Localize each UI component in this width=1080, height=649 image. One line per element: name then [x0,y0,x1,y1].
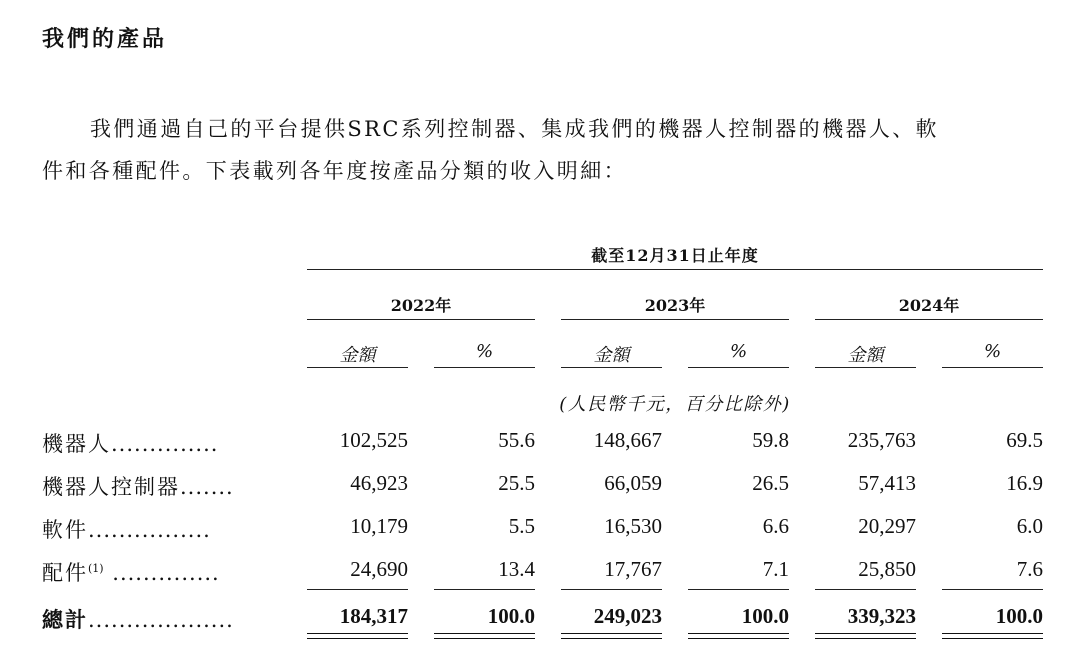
cell-2024-percent: 6.0 [1016,514,1043,538]
cell-2023-amount: 148,667 [593,428,662,452]
cell-2024-amount: 20,297 [858,514,916,538]
total-2022-amount: 184,317 [339,604,408,628]
amount-header: 金額 [847,345,884,366]
row-label-total: 總計................... [42,607,234,632]
year-header-2024: 2024年 [898,296,960,315]
cell-2024-percent: 69.5 [1006,428,1043,452]
year-header-2023: 2023年 [644,296,706,315]
cell-2024-amount: 235,763 [847,428,916,452]
section-title: 我們的產品 [42,26,168,52]
amount-header: 金額 [593,345,630,366]
column-rule [815,367,916,368]
column-rule [561,367,662,368]
total-double-rule [815,633,916,639]
subtotal-rule [434,589,535,590]
percent-header: % [729,341,748,362]
cell-2023-amount: 66,059 [604,471,662,495]
cell-2024-amount: 25,850 [858,557,916,581]
paragraph-line-2: 件和各種配件。下表載列各年度按產品分類的收入明細： [42,159,627,183]
paragraph-line-1: 我們通過自己的平台提供SRC系列控制器、集成我們的機器人控制器的機器人、軟 [90,117,940,141]
row-label-accessories: 配件$^{(1)}$ .............. [42,561,220,585]
column-rule [307,367,408,368]
percent-header: % [983,341,1002,362]
subtotal-rule [561,589,662,590]
cell-2024-amount: 57,413 [858,471,916,495]
column-rule [434,367,535,368]
subtotal-rule [815,589,916,590]
cell-2022-amount: 24,690 [350,557,408,581]
cell-2022-amount: 102,525 [339,428,408,452]
subtotal-rule [688,589,789,590]
cell-2023-percent: 26.5 [752,471,789,495]
cell-2022-percent: 25.5 [498,471,535,495]
subtotal-rule [942,589,1043,590]
cell-2022-percent: 55.6 [498,428,535,452]
total-double-rule [688,633,789,639]
intro-paragraph [42,108,1052,192]
cell-2023-amount: 17,767 [604,557,662,581]
year-rule [561,319,789,320]
subtotal-rule [307,589,408,590]
unit-note: (人民幣千元，百分比除外) [559,394,791,415]
cell-2022-percent: 13.4 [498,557,535,581]
cell-2023-percent: 6.6 [762,514,789,538]
table-caption: 截至12月31日止年度 [591,246,759,265]
cell-2024-percent: 16.9 [1006,471,1043,495]
footnote-marker: (1) [88,562,104,575]
total-double-rule [434,633,535,639]
row-label-robot: 機器人.............. [42,432,219,456]
total-2022-percent: 100.0 [487,604,535,628]
column-rule [688,367,789,368]
cell-2023-percent: 59.8 [752,428,789,452]
total-double-rule [561,633,662,639]
cell-2022-amount: 46,923 [350,471,408,495]
cell-2022-percent: 5.5 [508,514,535,538]
cell-2022-amount: 10,179 [350,514,408,538]
year-header-2022: 2022年 [390,296,452,315]
cell-2023-percent: 7.1 [762,557,789,581]
amount-header: 金額 [339,345,376,366]
total-double-rule [942,633,1043,639]
percent-header: % [475,341,494,362]
total-2023-percent: 100.0 [741,604,789,628]
row-label-software: 軟件................ [42,518,211,542]
column-rule [942,367,1043,368]
total-2024-percent: 100.0 [995,604,1043,628]
caption-rule [307,269,1043,270]
year-rule [307,319,535,320]
cell-2023-amount: 16,530 [604,514,662,538]
row-label-robot-controller: 機器人控制器....... [42,475,234,499]
year-rule [815,319,1043,320]
total-2023-amount: 249,023 [593,604,662,628]
cell-2024-percent: 7.6 [1016,557,1043,581]
total-double-rule [307,633,408,639]
total-2024-amount: 339,323 [847,604,916,628]
